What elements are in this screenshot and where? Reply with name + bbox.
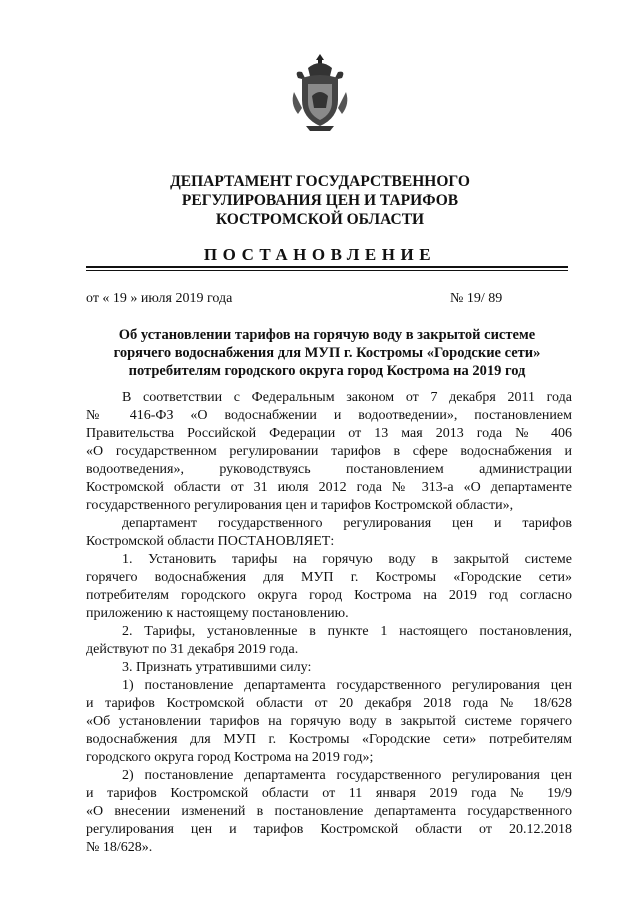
body-line: 2) постановление департамента государственного регулирования цен — [122, 768, 572, 783]
body-line: № 18/628». — [86, 840, 153, 855]
document-date: от « 19 » июля 2019 года — [86, 291, 233, 306]
body-line: регулирования цен и тарифов Костромской области от 20.12.2018 — [86, 822, 572, 837]
body-line: В соответствии с Федеральным законом от 7 декабря 2011 года — [122, 390, 572, 405]
body-line: № 416-ФЗ «О водоснабжении и водоотведении», постановлением — [86, 408, 572, 423]
document-body — [86, 389, 572, 857]
body-line: горячего водоснабжения для МУП г. Костромы «Городские сети» — [86, 570, 572, 585]
body-line: потребителям городского округа город Кострома на 2019 год согласно — [86, 588, 572, 603]
body-line: «Об установлении тарифов на горячую воду в закрытой системе горячего — [86, 714, 572, 729]
heading-divider-thin — [86, 270, 568, 271]
body-line: приложению к настоящему постановлению. — [86, 606, 349, 621]
body-line: 1. Установить тарифы на горячую воду в закрытой системе — [122, 552, 572, 567]
body-line: и тарифов Костромской области от 20 декабря 2018 года № 18/628 — [86, 696, 572, 711]
coat-of-arms-emblem — [288, 52, 352, 132]
title-line: Об установлении тарифов на горячую воду в закрытой системе — [118, 327, 536, 343]
document-type-heading: ПОСТАНОВЛЕНИЕ — [203, 245, 437, 264]
body-line: 3. Признать утратившими силу: — [122, 660, 312, 675]
body-line: государственного регулирования цен и тарифов Костромской области», — [86, 498, 514, 513]
body-line: городского округа город Кострома на 2019 год»; — [86, 750, 374, 765]
title-line: горячего водоснабжения для МУП г. Костромы «Городские сети» — [113, 345, 541, 361]
body-line: Костромской области ПОСТАНОВЛЯЕТ: — [86, 534, 335, 549]
body-line: водоотведения», руководствуясь постановлением администрации — [86, 462, 572, 477]
title-line: потребителям городского округа город Кострома на 2019 год — [128, 363, 526, 379]
body-line: департамент государственного регулирования цен и тарифов — [122, 516, 572, 531]
body-line: 1) постановление департамента государственного регулирования цен — [122, 678, 572, 693]
body-line: водоснабжения для МУП г. Костромы «Городские сети» потребителям — [86, 732, 572, 747]
body-line: Правительства Российской Федерации от 13 мая 2013 года № 406 — [86, 426, 572, 441]
department-line: РЕГУЛИРОВАНИЯ ЦЕН И ТАРИФОВ — [181, 192, 459, 209]
document-title — [86, 326, 568, 380]
body-line: «О внесении изменений в постановление департамента государственного — [86, 804, 572, 819]
department-name — [120, 172, 520, 229]
body-line: «О государственном регулировании тарифов в сфере водоснабжения и — [86, 444, 572, 459]
body-line: Костромской области от 31 июля 2012 года № 313-а «О департаменте — [86, 480, 572, 495]
body-line: и тарифов Костромской области от 11 января 2019 года № 19/9 — [86, 786, 572, 801]
body-line: действуют по 31 декабря 2019 года. — [86, 642, 299, 657]
heading-divider — [86, 266, 568, 268]
document-number: № 19/ 89 — [450, 291, 503, 306]
department-line: ДЕПАРТАМЕНТ ГОСУДАРСТВЕННОГО — [170, 173, 470, 190]
department-line: КОСТРОМСКОЙ ОБЛАСТИ — [215, 211, 425, 228]
body-line: 2. Тарифы, установленные в пункте 1 настоящего постановления, — [122, 624, 572, 639]
